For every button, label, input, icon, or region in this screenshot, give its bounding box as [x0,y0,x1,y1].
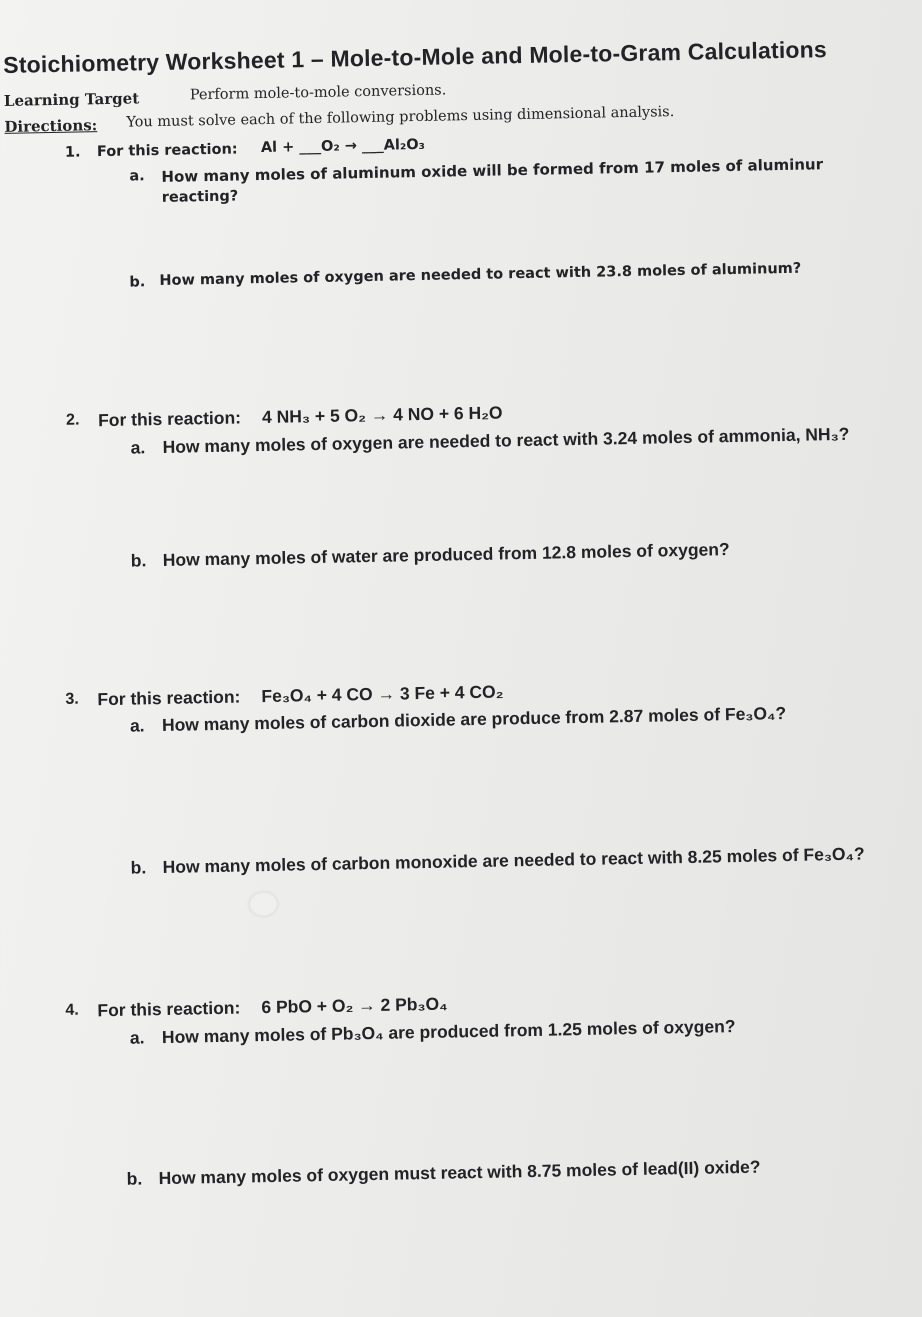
problem-3-reaction: Fe₃O₄ + 4 CO → 3 Fe + 4 CO₂ [261,681,504,707]
problem-2a-text: How many moles of oxygen are needed to react with 3.24 moles of ammonia, NH₃? [162,423,850,457]
problem-2a-letter: a. [130,437,146,458]
problem-1a-continuation: reacting? [161,188,239,206]
worksheet-title: Stoichiometry Worksheet 1 – Mole-to-Mole and Mole-to-Gram Calculations [2,36,828,78]
problem-2b-text: How many moles of water are produced from 12.8 moles of oxygen? [162,539,730,570]
problem-4-reaction: 6 PbO + O₂ → 2 Pb₃O₄ [261,993,448,1018]
learning-target-label: Learning Target [3,89,140,110]
problem-2b-letter: b. [130,550,147,571]
problem-1b-text: How many moles of oxygen are needed to react with 23.8 moles of aluminum? [159,260,802,289]
problem-2-reaction: 4 NH₃ + 5 O₂ → 4 NO + 6 H₂O [261,402,503,428]
problem-4-intro: For this reaction: [97,997,241,1021]
problem-3a-letter: a. [129,715,145,736]
paper-smudge [247,890,280,919]
directions-label: Directions: [4,116,98,136]
problem-4-number: 4. [65,1001,79,1019]
problem-4b-text: How many moles of oxygen must react with 8.75 moles of lead(II) oxide? [158,1156,761,1189]
problem-3-intro: For this reaction: [97,686,241,710]
problem-4a-letter: a. [129,1027,145,1048]
problem-4b-letter: b. [126,1168,143,1189]
directions-text: You must solve each of the following problems using dimensional analysis. [126,104,675,131]
problem-1-number: 1. [64,144,81,161]
problem-2-intro: For this reaction: [97,407,242,431]
problem-3b-text: How many moles of carbon monoxide are needed to react with 8.25 moles of Fe₃O₄? [162,843,865,878]
problem-3a-text: How many moles of carbon dioxide are produce from 2.87 moles of Fe₃O₄? [161,703,787,736]
problem-4a-text: How many moles of Pb₃O₄ are produced from 1.25 moles of oxygen? [161,1016,736,1048]
learning-target-text: Perform mole-to-mole conversions. [189,82,447,104]
problem-1b-letter: b. [129,274,146,291]
problem-2-number: 2. [65,411,80,429]
problem-3b-letter: b. [130,857,147,878]
problem-1a-letter: a. [129,168,145,185]
problem-1-intro: For this reaction: [96,141,238,161]
problem-1-reaction: Al + ___O₂ → ___Al₂O₃ [260,136,426,157]
problem-1a-text: How many moles of aluminum oxide will be formed from 17 moles of aluminur [161,155,824,186]
problem-3-number: 3. [65,690,79,708]
